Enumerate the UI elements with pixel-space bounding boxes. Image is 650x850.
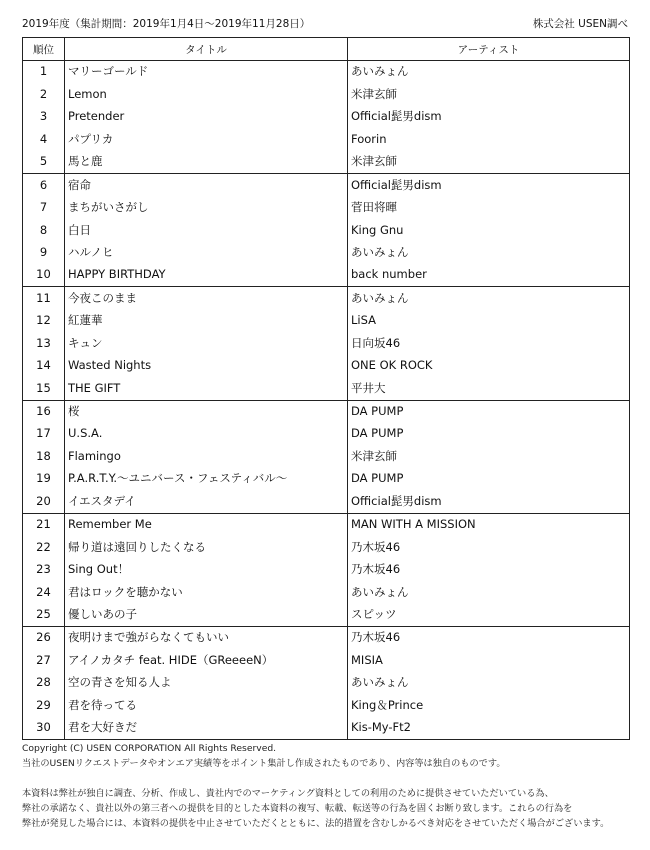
table-row bbox=[23, 423, 630, 445]
title-cell: 桜 bbox=[65, 400, 348, 423]
artist-cell: DA PUMP bbox=[348, 400, 630, 423]
title-cell: Wasted Nights bbox=[65, 355, 348, 377]
artist-cell: ONE OK ROCK bbox=[348, 355, 630, 377]
rank-cell: 17 bbox=[23, 423, 65, 445]
table-row bbox=[23, 672, 630, 694]
rank-cell: 30 bbox=[23, 717, 65, 740]
title-cell: 君を待ってる bbox=[65, 694, 348, 716]
title-cell: キュン bbox=[65, 332, 348, 354]
artist-cell: スピッツ bbox=[348, 604, 630, 627]
rank-cell: 4 bbox=[23, 128, 65, 150]
artist-cell: 日向坂46 bbox=[348, 332, 630, 354]
footer bbox=[22, 741, 628, 831]
title-cell: 白日 bbox=[65, 219, 348, 241]
data-source: 株式会社 USEN調べ bbox=[532, 18, 628, 30]
artist-cell: Official髭男dism bbox=[348, 174, 630, 197]
table-header-row bbox=[23, 38, 630, 61]
artist-cell: MAN WITH A MISSION bbox=[348, 513, 630, 536]
table-row bbox=[23, 151, 630, 174]
rank-cell: 12 bbox=[23, 310, 65, 332]
title-cell: イエスタデイ bbox=[65, 490, 348, 513]
rank-cell: 15 bbox=[23, 377, 65, 400]
artist-cell: DA PUMP bbox=[348, 468, 630, 490]
legal-line: 本資料は弊社が独自に調査、分析、作成し、貴社内でのマーケティング資料としての利用のために提供させていただいている為、 bbox=[22, 788, 554, 799]
rank-cell: 2 bbox=[23, 83, 65, 105]
column-header-rank: 順位 bbox=[23, 38, 65, 61]
rank-cell: 23 bbox=[23, 559, 65, 581]
title-cell: Pretender bbox=[65, 106, 348, 128]
artist-cell: 米津玄師 bbox=[348, 445, 630, 467]
artist-cell: あいみょん bbox=[348, 581, 630, 603]
table-row bbox=[23, 445, 630, 467]
copyright-text: Copyright (C) USEN CORPORATION All Rights Reserved. bbox=[22, 743, 277, 754]
artist-cell: DA PUMP bbox=[348, 423, 630, 445]
table-row bbox=[23, 287, 630, 310]
rank-cell: 24 bbox=[23, 581, 65, 603]
table-row bbox=[23, 219, 630, 241]
table-row bbox=[23, 264, 630, 287]
rank-cell: 3 bbox=[23, 106, 65, 128]
title-cell: Lemon bbox=[65, 83, 348, 105]
artist-cell: King Gnu bbox=[348, 219, 630, 241]
title-cell: 今夜このまま bbox=[65, 287, 348, 310]
artist-cell: Official髭男dism bbox=[348, 106, 630, 128]
rank-cell: 10 bbox=[23, 264, 65, 287]
legal-line: 弊社の承諾なく、貴社以外の第三者への提供を目的とした本資料の複写、転載、転送等の行為を固くお断り致します。これらの行為を bbox=[22, 803, 573, 814]
title-cell: 夜明けまで強がらなくてもいい bbox=[65, 626, 348, 649]
artist-cell: Official髭男dism bbox=[348, 490, 630, 513]
table-row bbox=[23, 242, 630, 264]
artist-cell: King＆Prince bbox=[348, 694, 630, 716]
table-row bbox=[23, 355, 630, 377]
table-row bbox=[23, 61, 630, 84]
column-header-title: タイトル bbox=[65, 38, 348, 61]
rank-cell: 25 bbox=[23, 604, 65, 627]
title-cell: 帰り道は遠回りしたくなる bbox=[65, 536, 348, 558]
title-cell: 馬と鹿 bbox=[65, 151, 348, 174]
title-cell: 君はロックを聴かない bbox=[65, 581, 348, 603]
methodology-note: 当社のUSENリクエストデータやオンエア実績等をポイント集計し作成されたものであり、内容等は独自のものです。 bbox=[22, 758, 506, 769]
table-row bbox=[23, 717, 630, 740]
artist-cell: 米津玄師 bbox=[348, 83, 630, 105]
rank-cell: 21 bbox=[23, 513, 65, 536]
rank-cell: 9 bbox=[23, 242, 65, 264]
artist-cell: Foorin bbox=[348, 128, 630, 150]
artist-cell: LiSA bbox=[348, 310, 630, 332]
table-row bbox=[23, 310, 630, 332]
title-cell: 紅蓮華 bbox=[65, 310, 348, 332]
rank-cell: 22 bbox=[23, 536, 65, 558]
table-row bbox=[23, 490, 630, 513]
rank-cell: 27 bbox=[23, 649, 65, 671]
rank-cell: 11 bbox=[23, 287, 65, 310]
table-row bbox=[23, 559, 630, 581]
rank-cell: 5 bbox=[23, 151, 65, 174]
aggregation-period: 2019年度（集計期間：2019年1月4日～2019年11月28日） bbox=[22, 18, 311, 30]
rank-cell: 29 bbox=[23, 694, 65, 716]
title-cell: THE GIFT bbox=[65, 377, 348, 400]
rank-cell: 8 bbox=[23, 219, 65, 241]
page-header bbox=[22, 12, 628, 32]
title-cell: アイノカタチ feat. HIDE（GReeeeN） bbox=[65, 649, 348, 671]
artist-cell: back number bbox=[348, 264, 630, 287]
rank-cell: 20 bbox=[23, 490, 65, 513]
artist-cell: 乃木坂46 bbox=[348, 536, 630, 558]
title-cell: パプリカ bbox=[65, 128, 348, 150]
table-row bbox=[23, 649, 630, 671]
table-row bbox=[23, 513, 630, 536]
artist-cell: Kis-My-Ft2 bbox=[348, 717, 630, 740]
title-cell: 空の青さを知る人よ bbox=[65, 672, 348, 694]
artist-cell: 乃木坂46 bbox=[348, 626, 630, 649]
artist-cell: あいみょん bbox=[348, 61, 630, 84]
ranking-table bbox=[22, 37, 630, 740]
table-row bbox=[23, 106, 630, 128]
table-row bbox=[23, 400, 630, 423]
legal-line: 弊社が発見した場合には、本資料の提供を中止させていただくとともに、法的措置を含むしかるべき対応をさせていただく場合がございます。 bbox=[22, 818, 610, 829]
table-row bbox=[23, 377, 630, 400]
artist-cell: あいみょん bbox=[348, 242, 630, 264]
title-cell: まちがいさがし bbox=[65, 197, 348, 219]
column-header-artist: アーティスト bbox=[348, 38, 630, 61]
title-cell: HAPPY BIRTHDAY bbox=[65, 264, 348, 287]
artist-cell: 米津玄師 bbox=[348, 151, 630, 174]
rank-cell: 13 bbox=[23, 332, 65, 354]
title-cell: P.A.R.T.Y.～ユニバース・フェスティバル～ bbox=[65, 468, 348, 490]
rank-cell: 1 bbox=[23, 61, 65, 84]
artist-cell: あいみょん bbox=[348, 287, 630, 310]
rank-cell: 6 bbox=[23, 174, 65, 197]
rank-cell: 26 bbox=[23, 626, 65, 649]
table-row bbox=[23, 128, 630, 150]
rank-cell: 16 bbox=[23, 400, 65, 423]
artist-cell: あいみょん bbox=[348, 672, 630, 694]
rank-cell: 7 bbox=[23, 197, 65, 219]
table-row bbox=[23, 536, 630, 558]
title-cell: 宿命 bbox=[65, 174, 348, 197]
table-row bbox=[23, 332, 630, 354]
rank-cell: 18 bbox=[23, 445, 65, 467]
table-row bbox=[23, 468, 630, 490]
table-row bbox=[23, 694, 630, 716]
artist-cell: 平井大 bbox=[348, 377, 630, 400]
ranking-table-body bbox=[23, 61, 630, 740]
title-cell: 優しいあの子 bbox=[65, 604, 348, 627]
table-row bbox=[23, 83, 630, 105]
table-row bbox=[23, 197, 630, 219]
rank-cell: 19 bbox=[23, 468, 65, 490]
title-cell: Sing Out！ bbox=[65, 559, 348, 581]
title-cell: 君を大好きだ bbox=[65, 717, 348, 740]
table-row bbox=[23, 604, 630, 627]
title-cell: ハルノヒ bbox=[65, 242, 348, 264]
rank-cell: 14 bbox=[23, 355, 65, 377]
artist-cell: MISIA bbox=[348, 649, 630, 671]
title-cell: Remember Me bbox=[65, 513, 348, 536]
table-row bbox=[23, 581, 630, 603]
title-cell: マリーゴールド bbox=[65, 61, 348, 84]
table-row bbox=[23, 174, 630, 197]
title-cell: U.S.A. bbox=[65, 423, 348, 445]
title-cell: Flamingo bbox=[65, 445, 348, 467]
artist-cell: 乃木坂46 bbox=[348, 559, 630, 581]
rank-cell: 28 bbox=[23, 672, 65, 694]
table-row bbox=[23, 626, 630, 649]
artist-cell: 菅田将暉 bbox=[348, 197, 630, 219]
